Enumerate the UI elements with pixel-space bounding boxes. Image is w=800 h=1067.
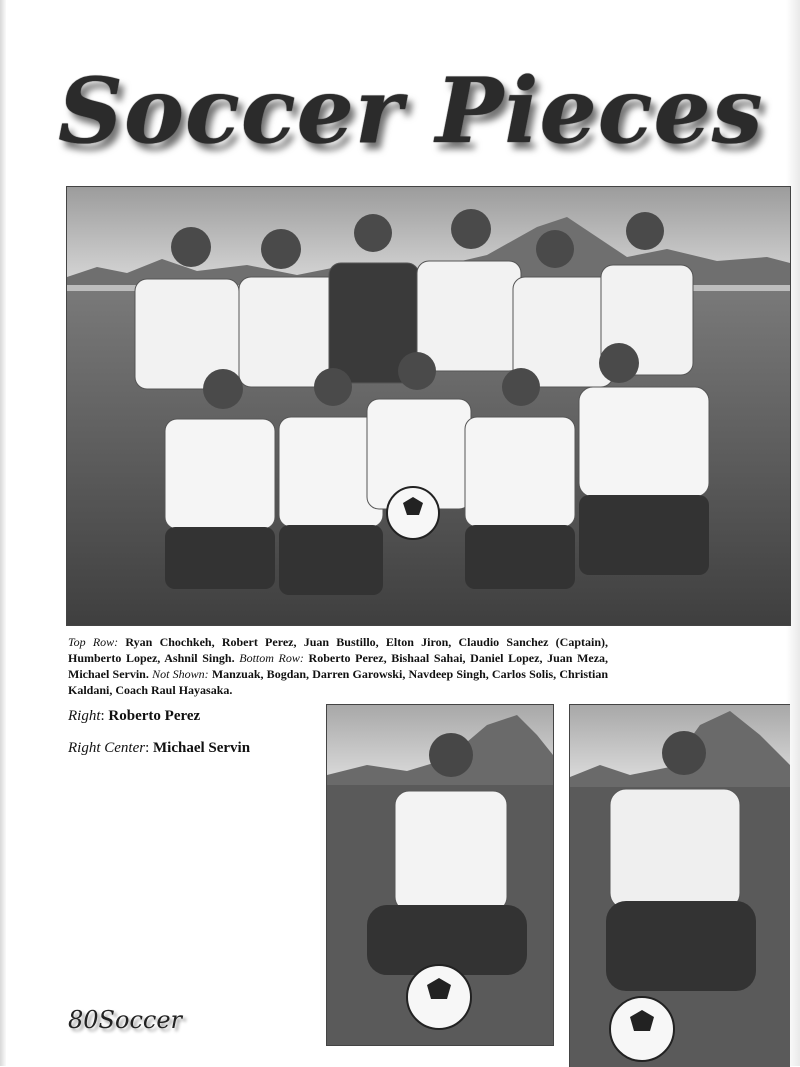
portrait-photo-roberto-perez bbox=[326, 704, 554, 1046]
right-caption-label: Right bbox=[68, 708, 101, 724]
page-number: 80 bbox=[68, 1006, 99, 1034]
page-title: Soccer Pieces bbox=[58, 58, 764, 164]
bottom-row-label: Bottom Row bbox=[239, 651, 300, 665]
bottom-row-names: Roberto Perez, Bishaal Sahai, Daniel Lopez, Juan Meza, Michael Servin. bbox=[68, 651, 609, 681]
page-folio bbox=[68, 1006, 182, 1034]
right-center-photo-caption: Right Center: Michael Servin bbox=[68, 740, 251, 756]
top-row-names: Ryan Chochkeh, Robert Perez, Juan Bustillo, Elton Jiron, Claudio Sanchez (Captain), Humberto Lopez, Ashnil Singh. bbox=[68, 635, 609, 665]
section-name: Soccer bbox=[98, 1006, 182, 1034]
right-caption-name: Roberto Perez bbox=[108, 708, 201, 724]
page-binding-edge bbox=[0, 0, 6, 1066]
team-photo bbox=[66, 186, 791, 626]
right-center-caption-name: Michael Servin bbox=[153, 740, 251, 756]
top-row-label: Top Row bbox=[68, 635, 115, 649]
portrait-photo-michael-servin bbox=[569, 704, 790, 1067]
right-photo-caption: Right: Roberto Perez bbox=[68, 708, 201, 724]
not-shown-names: Manzuak, Bogdan, Darren Garowski, Navdeep Singh, Carlos Solis, Christian Kaldani, Coach Raul Hayasaka. bbox=[68, 667, 609, 697]
team-photo-caption: Top Row: Ryan Chochkeh, Robert Perez, Juan Bustillo, Elton Jiron, Claudio Sanchez (Captain), Humberto Lopez, Ashnil Singh. Bottom Row: Roberto Perez, Bishaal Sahai, Daniel Lopez, Juan Meza, Michael Servin. Not Shown: Manzuak, Bogdan, Darren Garowski, Navdeep Singh, Carlos Solis, Christian Kaldani, Coach Raul Hayasaka. bbox=[68, 635, 609, 697]
not-shown-label: Not Shown bbox=[152, 667, 205, 681]
right-center-caption-label: Right Center bbox=[68, 740, 146, 756]
